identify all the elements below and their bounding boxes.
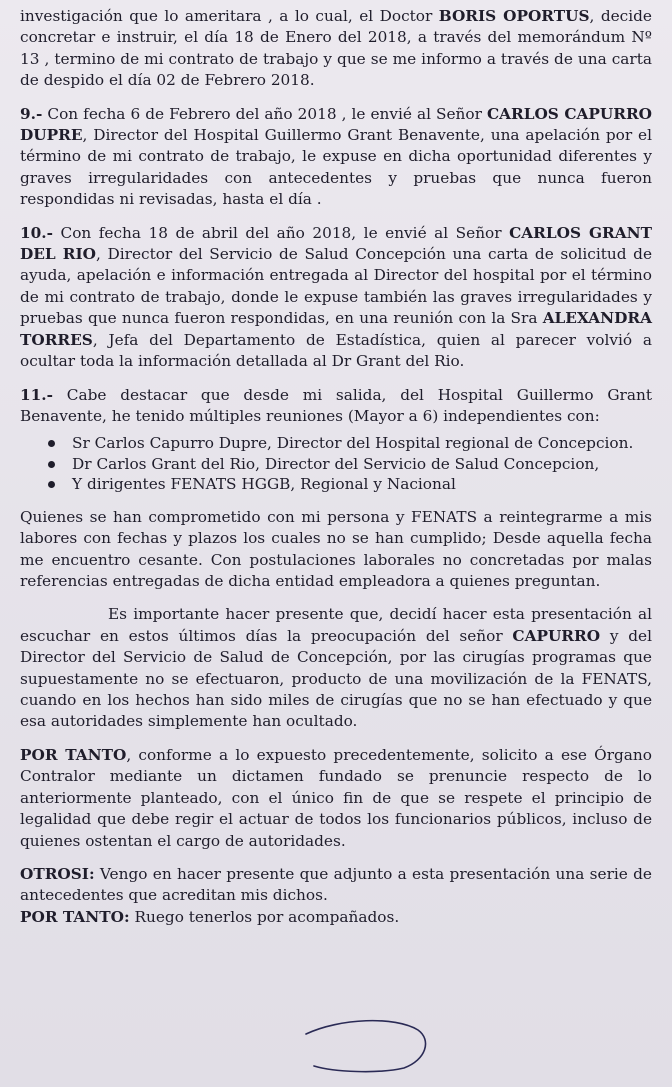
paragraph-final: [20, 907, 652, 928]
paragraph-intro: [20, 6, 652, 92]
heading-por-tanto-final: POR TANTO:: [20, 907, 130, 926]
name-boris-oportus: BORIS OPORTUS: [438, 7, 590, 25]
text-segment: Vengo en hacer presente que adjunto a esta presentación una serie de antecedentes que acreditan mis dichos.: [20, 864, 652, 905]
text-segment: , Director del Servicio de Salud Concepción una carta de solicitud de ayuda, apelación e información entregada al Director del hospital por el término de mi contrato de trabajo, donde le expuse también las graves irregularidades y pruebas que nunca fueron respondidas, en una reunión con la Sra: [20, 245, 652, 328]
paragraph-por-tanto: [20, 745, 652, 852]
text-segment: Es importante hacer presente que, decidí hacer esta presentación al escuchar en estos últimos días la preocupación del señor: [20, 605, 652, 645]
text-segment: , decide concretar e instruir, el día 18 de Enero del 2018, a través del memorándum Nº 13 , termino de mi contrato de trabajo y que se me informo a través de una carta de despido el día 02 de Febrero 2018.: [20, 7, 652, 90]
text-segment: y del Director del Servicio de Salud de Concepción, por las cirugías programas que supuestamente no se efectuaron, producto de una movilización de la FENATS, cuando en los hechos han sido miles de cirugías que no se han efectuado y que esa autoridades simplemente han ocultado.: [20, 626, 652, 731]
text-segment: Con fecha 18 de abril del año 2018, le envié al Señor: [52, 223, 510, 242]
heading-otrosi: OTROSI:: [20, 864, 95, 883]
heading-por-tanto: POR TANTO: [20, 745, 127, 764]
paragraph-number: 9.-: [20, 104, 43, 123]
name-carlos-grant: CARLOS GRANT DEL RIO: [20, 223, 652, 264]
text-segment: Cabe destacar que desde mi salida, del Hospital Guillermo Grant Benavente, he tenido múltiples reuniones (Mayor a 6) independientes con:: [20, 385, 652, 425]
paragraph-quienes: Quienes se han comprometido con mi persona y FENATS a reintegrarme a mis labores con fechas y plazos los cuales no se han cumplido; Desde aquella fecha me encuentro cesante. Con postulaciones laborales no concretadas por malas referencias entregadas de dicha entidad empleadora a quienes preguntan.: [20, 507, 652, 591]
text-segment: , conforme a lo expuesto precedentemente, solicito a ese Órgano Contralor mediante un dictamen fundado se prenuncie respecto de lo anteriormente planteado, con el único fin de que se respete el principio de legalidad que debe regir el actuar de todos los funcionarios públicos, incluso de quienes ostentan el cargo de autoridades.: [20, 745, 652, 850]
handwritten-loop-mark: [300, 1012, 430, 1074]
list-item: Sr Carlos Capurro Dupre, Director del Hospital regional de Concepcion.: [72, 433, 652, 454]
text-segment: Con fecha 6 de Febrero del año 2018 , le envié al Señor: [42, 104, 487, 123]
paragraph-number: 10.-: [20, 223, 53, 242]
paragraph-11: [20, 385, 652, 428]
paragraph-9: [20, 104, 652, 211]
text-segment: , Director del Hospital Guillermo Grant Benavente, una apelación por el término de mi contrato de trabajo, le expuse en dicha oportunidad diferentes y graves irregularidades con antecedentes y pruebas que nunca fueron respondidas ni revisadas, hasta el día .: [20, 126, 652, 209]
list-item: Y dirigentes FENATS HGGB, Regional y Nacional: [72, 474, 652, 495]
name-alexandra-torres: ALEXANDRA TORRES: [20, 309, 652, 349]
name-capurro: CAPURRO: [512, 626, 601, 645]
list-item: Dr Carlos Grant del Rio, Director del Servicio de Salud Concepcion,: [72, 454, 652, 475]
text-segment: Ruego tenerlos por acompañados.: [129, 907, 400, 926]
paragraph-importante: [20, 604, 652, 732]
paragraph-10: [20, 223, 652, 373]
meeting-list: [20, 433, 652, 495]
text-segment: , Jefa del Departamento de Estadística, quien al parecer volvió a ocultar toda la información detallada al Dr Grant del Rio.: [20, 330, 652, 371]
paragraph-otrosi: [20, 864, 652, 907]
paragraph-number: 11.-: [20, 385, 53, 404]
text-segment: investigación que lo ameritara , a lo cual, el Doctor: [20, 7, 439, 25]
name-carlos-capurro: CARLOS CAPURRO DUPRE: [20, 104, 652, 145]
